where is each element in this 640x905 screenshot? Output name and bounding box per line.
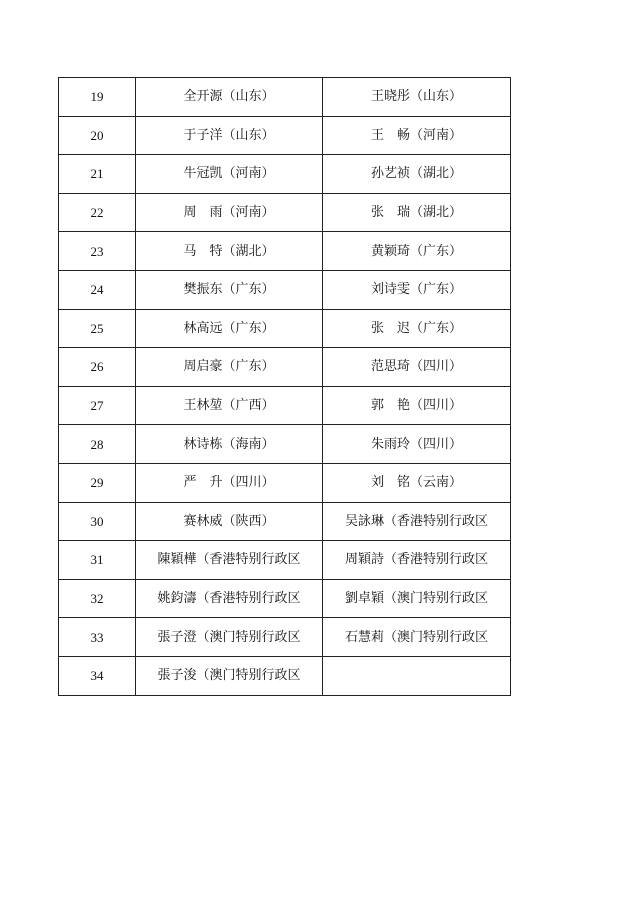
row-number: 28 bbox=[59, 425, 136, 464]
row-number: 20 bbox=[59, 116, 136, 155]
table-row bbox=[59, 193, 511, 232]
table-row bbox=[59, 463, 511, 502]
athlete-name: 王晓彤（山东） bbox=[323, 78, 511, 117]
row-number: 21 bbox=[59, 155, 136, 194]
athlete-name: 牛冠凯（河南） bbox=[136, 155, 323, 194]
athlete-name: 劉卓穎（澳门特别行政区 bbox=[323, 579, 511, 618]
table-row bbox=[59, 541, 511, 580]
row-number: 25 bbox=[59, 309, 136, 348]
athlete-name: 于子洋（山东） bbox=[136, 116, 323, 155]
row-number: 33 bbox=[59, 618, 136, 657]
athlete-name: 石慧莉（澳门特别行政区 bbox=[323, 618, 511, 657]
row-number: 24 bbox=[59, 270, 136, 309]
table-row bbox=[59, 502, 511, 541]
athlete-name: 王林堃（广西） bbox=[136, 386, 323, 425]
row-number: 32 bbox=[59, 579, 136, 618]
row-number: 30 bbox=[59, 502, 136, 541]
athlete-name: 刘 铭（云南） bbox=[323, 463, 511, 502]
table-row bbox=[59, 116, 511, 155]
athlete-name: 周穎詩（香港特别行政区 bbox=[323, 541, 511, 580]
table-row bbox=[59, 386, 511, 425]
table-row bbox=[59, 232, 511, 271]
table-row bbox=[59, 270, 511, 309]
athlete-name: 周启豪（广东） bbox=[136, 348, 323, 387]
athlete-name: 張子澄（澳门特别行政区 bbox=[136, 618, 323, 657]
athlete-name: 严 升（四川） bbox=[136, 463, 323, 502]
row-number: 29 bbox=[59, 463, 136, 502]
table-row bbox=[59, 155, 511, 194]
athlete-name: 張子浚（澳门特别行政区 bbox=[136, 656, 323, 695]
table-row bbox=[59, 78, 511, 117]
row-number: 22 bbox=[59, 193, 136, 232]
athlete-name: 朱雨玲（四川） bbox=[323, 425, 511, 464]
table-row bbox=[59, 656, 511, 695]
athlete-name: 林高远（广东） bbox=[136, 309, 323, 348]
table-row bbox=[59, 425, 511, 464]
row-number: 27 bbox=[59, 386, 136, 425]
table-row bbox=[59, 579, 511, 618]
row-number: 19 bbox=[59, 78, 136, 117]
row-number: 23 bbox=[59, 232, 136, 271]
athlete-name: 林诗栋（海南） bbox=[136, 425, 323, 464]
athlete-name: 赛林威（陕西） bbox=[136, 502, 323, 541]
athlete-name: 姚鈞濤（香港特别行政区 bbox=[136, 579, 323, 618]
row-number: 31 bbox=[59, 541, 136, 580]
athlete-name: 张 迟（广东） bbox=[323, 309, 511, 348]
empty-cell bbox=[323, 656, 511, 695]
athlete-name: 张 瑞（湖北） bbox=[323, 193, 511, 232]
athlete-name: 刘诗雯（广东） bbox=[323, 270, 511, 309]
athlete-name: 全开源（山东） bbox=[136, 78, 323, 117]
athlete-name: 周 雨（河南） bbox=[136, 193, 323, 232]
table-row bbox=[59, 618, 511, 657]
athlete-name: 孙艺祯（湖北） bbox=[323, 155, 511, 194]
athlete-name: 黄颖琦（广东） bbox=[323, 232, 511, 271]
athlete-name: 王 畅（河南） bbox=[323, 116, 511, 155]
athlete-name: 吴詠琳（香港特别行政区 bbox=[323, 502, 511, 541]
athlete-name: 郭 艳（四川） bbox=[323, 386, 511, 425]
row-number: 26 bbox=[59, 348, 136, 387]
roster-table bbox=[58, 77, 511, 696]
table-row bbox=[59, 309, 511, 348]
athlete-name: 马 特（湖北） bbox=[136, 232, 323, 271]
athlete-name: 樊振东（广东） bbox=[136, 270, 323, 309]
row-number: 34 bbox=[59, 656, 136, 695]
table-row bbox=[59, 348, 511, 387]
athlete-name: 陳穎樺（香港特别行政区 bbox=[136, 541, 323, 580]
athlete-name: 范思琦（四川） bbox=[323, 348, 511, 387]
